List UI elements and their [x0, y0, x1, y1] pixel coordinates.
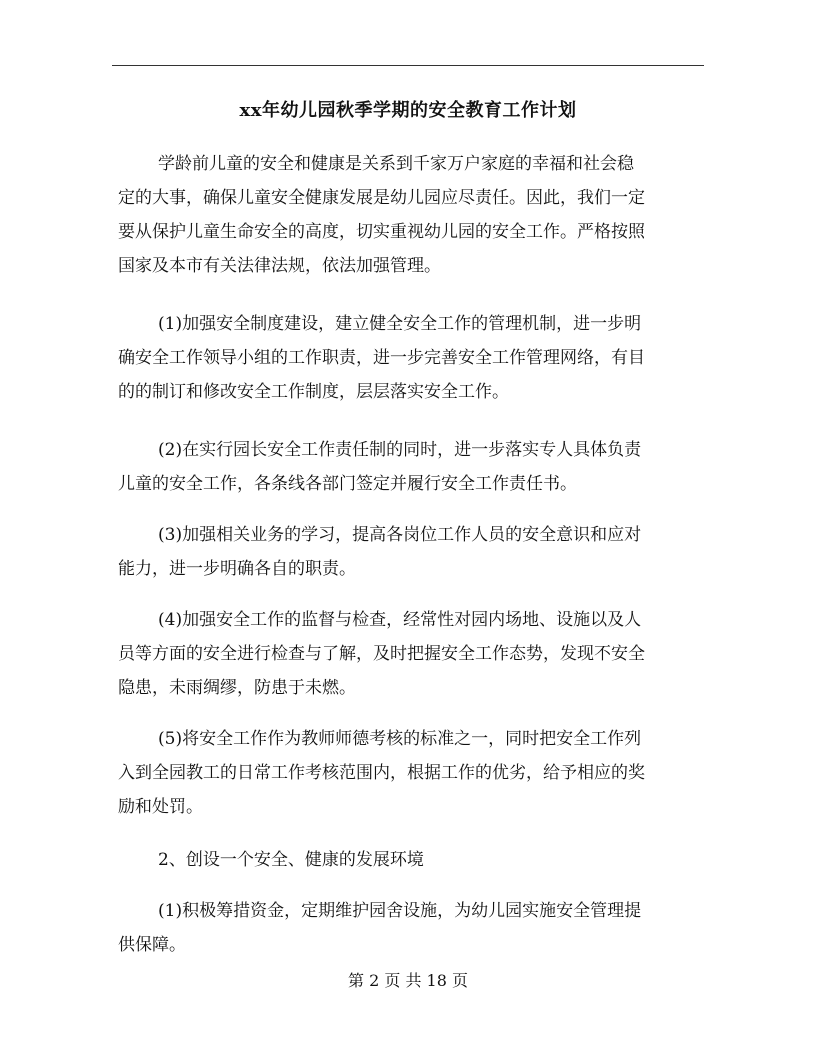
text-line: 入到全园教工的日常工作考核范围内，根据工作的优劣，给予相应的奖	[118, 763, 645, 783]
section-heading-2	[118, 843, 702, 877]
text-line: 供保障。	[118, 935, 186, 955]
text-line: 2、创设一个安全、健康的发展环境	[158, 850, 424, 870]
text-line: 能力，进一步明确各自的职责。	[118, 559, 356, 579]
text-line: 儿童的安全工作，各条线各部门签定并履行安全工作责任书。	[118, 474, 577, 494]
text-line: (3)加强相关业务的学习，提高各岗位工作人员的安全意识和应对	[158, 525, 642, 545]
text-line: (1)加强安全制度建设，建立健全安全工作的管理机制，进一步明	[158, 314, 642, 334]
paragraph-item-3	[118, 518, 702, 586]
text-line: 员等方面的安全进行检查与了解，及时把握安全工作态势，发现不安全	[118, 644, 645, 664]
paragraph-section-2-item-1	[118, 894, 702, 962]
text-line: (5)将安全工作作为教师师德考核的标准之一，同时把安全工作列	[158, 729, 642, 749]
text-line: 定的大事，确保儿童安全健康发展是幼儿园应尽责任。因此，我们一定	[118, 188, 645, 208]
text-line: (1)积极筹措资金，定期维护园舍设施，为幼儿园实施安全管理提	[158, 901, 642, 921]
text-line: (2)在实行园长安全工作责任制的同时，进一步落实专人具体负责	[158, 440, 642, 460]
text-line: 要从保护儿童生命安全的高度，切实重视幼儿园的安全工作。严格按照	[118, 222, 645, 242]
paragraph-item-5	[118, 722, 702, 824]
document-title: xx年幼儿园秋季学期的安全教育工作计划	[239, 100, 577, 121]
text-line: 的的制订和修改安全工作制度，层层落实安全工作。	[118, 382, 509, 402]
paragraph-intro	[118, 147, 702, 283]
text-line: 隐患，未雨绸缪，防患于未燃。	[118, 678, 356, 698]
header-rule	[112, 65, 704, 66]
paragraph-item-2	[118, 433, 702, 501]
text-line: 国家及本市有关法律法规，依法加强管理。	[118, 256, 441, 276]
text-line: 学龄前儿童的安全和健康是关系到千家万户家庭的幸福和社会稳	[158, 154, 634, 174]
text-line: 确安全工作领导小组的工作职责，进一步完善安全工作管理网络，有目	[118, 348, 645, 368]
paragraph-item-1	[118, 307, 702, 409]
text-line: 励和处罚。	[118, 797, 203, 817]
page-number: 第 2 页 共 18 页	[348, 971, 468, 990]
text-line: (4)加强安全工作的监督与检查，经常性对园内场地、设施以及人	[158, 610, 642, 630]
paragraph-item-4	[118, 603, 702, 705]
